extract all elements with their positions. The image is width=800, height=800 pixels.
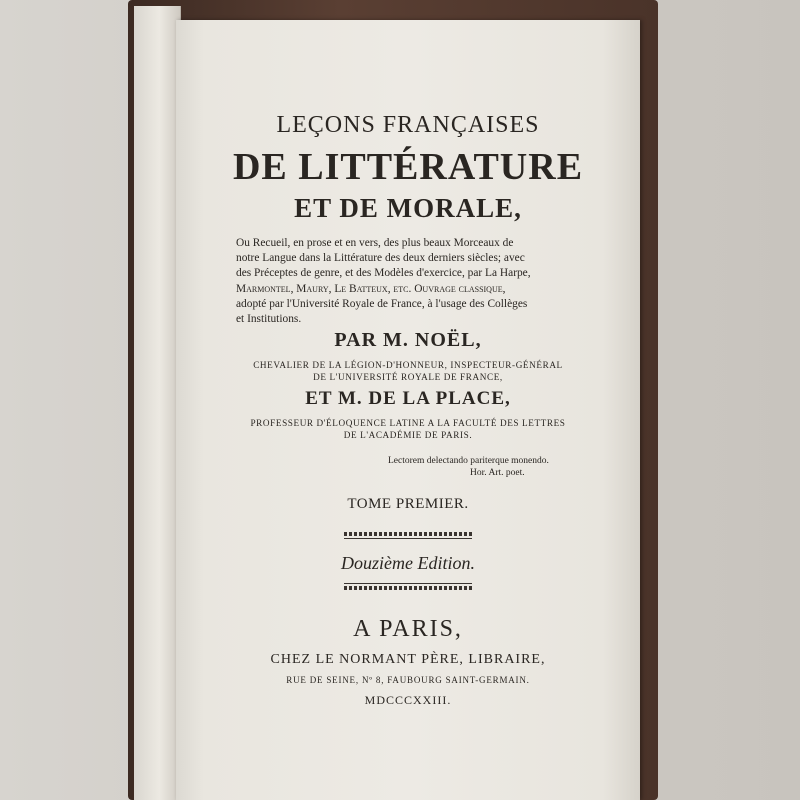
title-page [176, 20, 640, 800]
volume-label: TOME PREMIER. [347, 496, 469, 512]
author-2-title-2: DE L'ACADÉMIE DE PARIS. [343, 430, 473, 440]
imprint-year: MDCCCXXIII. [364, 693, 452, 707]
title-line-1: LEÇONS FRANÇAISES [276, 112, 540, 138]
ornament-line-bottom [344, 583, 472, 584]
author-1-name: PAR M. NOËL, [334, 329, 482, 351]
description-line: Ou Recueil, en prose et en vers, des plus beaux Morceaux de [236, 237, 514, 249]
epigraph-source: Hor. Art. poet. [470, 468, 525, 478]
title-line-3: ET DE MORALE, [294, 193, 522, 223]
author-1-title-2: DE L'UNIVERSITÉ ROYALE DE FRANCE, [313, 372, 503, 382]
author-1-title-1: CHEVALIER DE LA LÉGION-D'HONNEUR, INSPECTEUR-GÉNÉRAL [253, 360, 563, 370]
description-line: des Préceptes de genre, et des Modèles d'exercice, par La Harpe, [236, 267, 531, 280]
imprint-address: RUE DE SEINE, Nº 8, FAUBOURG SAINT-GERMAIN. [286, 675, 530, 685]
title-line-2: DE LITTÉRATURE [232, 146, 584, 188]
epigraph-quote: Lectorem delectando pariterque monendo. [388, 456, 549, 466]
ornament-rule-bottom [344, 586, 472, 590]
left-page-edge [134, 6, 181, 800]
ornament-line-top [344, 538, 472, 539]
author-2-name: ET M. DE LA PLACE, [305, 388, 511, 409]
description-line: notre Langue dans la Littérature des deux derniers siècles; avec [236, 252, 525, 265]
description-line: et Institutions. [236, 313, 302, 326]
description-line: adopté par l'Université Royale de France, à l'usage des Collèges [236, 297, 528, 310]
description-line: Marmontel, Maury, Le Batteux, etc. Ouvrage classique, [236, 282, 506, 295]
description [236, 236, 584, 327]
ornament-rule-top [344, 532, 472, 536]
author-2-title-1: PROFESSEUR D'ÉLOQUENCE LATINE A LA FACULTÉ DES LETTRES [250, 418, 566, 428]
imprint-city: A PARIS, [353, 616, 463, 642]
edition-label: Douzième Edition. [341, 553, 475, 573]
imprint-publisher: CHEZ LE NORMANT PÈRE, LIBRAIRE, [270, 652, 546, 667]
